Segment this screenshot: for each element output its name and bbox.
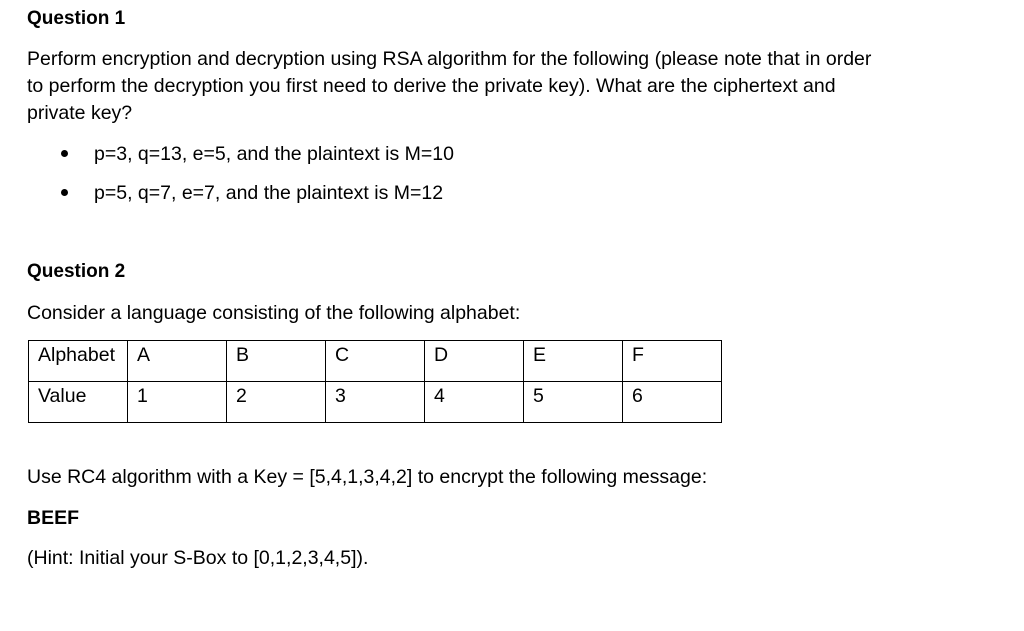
table-cell: Alphabet <box>29 341 128 382</box>
question-1-text <box>27 46 871 127</box>
table-cell: A <box>128 341 227 382</box>
question-1-title: Question 1 <box>27 8 126 29</box>
question-1-bullet-list <box>27 142 454 205</box>
bullet-item <box>27 142 454 166</box>
question-2-title: Question 2 <box>27 261 126 282</box>
table-cell: F <box>623 341 722 382</box>
bullet-dot-icon <box>61 189 68 196</box>
question-2-message: BEEF <box>27 507 80 529</box>
bullet-item <box>27 181 454 205</box>
table-cell: 4 <box>425 382 524 423</box>
table-cell: Value <box>29 382 128 423</box>
table-cell: E <box>524 341 623 382</box>
table-row <box>29 341 722 382</box>
bullet-text: p=5, q=7, e=7, and the plaintext is M=12 <box>94 182 444 204</box>
question-1-text-line: Perform encryption and decryption using RSA algorithm for the following (please note that in order <box>27 48 872 70</box>
question-1-text-line: to perform the decryption you first need to derive the private key). What are the ciphertext and <box>27 75 836 97</box>
table-cell: 3 <box>326 382 425 423</box>
table-cell: 2 <box>227 382 326 423</box>
question-2-hint: (Hint: Initial your S-Box to [0,1,2,3,4,5]). <box>27 547 369 569</box>
table-cell: D <box>425 341 524 382</box>
table-cell: 1 <box>128 382 227 423</box>
question-2-instruction: Use RC4 algorithm with a Key = [5,4,1,3,4,2] to encrypt the following message: <box>27 466 708 488</box>
table-cell: 5 <box>524 382 623 423</box>
bullet-dot-icon <box>61 150 68 157</box>
question-1-text-line: private key? <box>27 102 133 124</box>
table-row <box>29 382 722 423</box>
table-cell: C <box>326 341 425 382</box>
table-cell: 6 <box>623 382 722 423</box>
bullet-text: p=3, q=13, e=5, and the plaintext is M=10 <box>94 143 454 165</box>
table-cell: B <box>227 341 326 382</box>
alphabet-table <box>28 340 722 423</box>
question-2-intro: Consider a language consisting of the following alphabet: <box>27 302 521 324</box>
